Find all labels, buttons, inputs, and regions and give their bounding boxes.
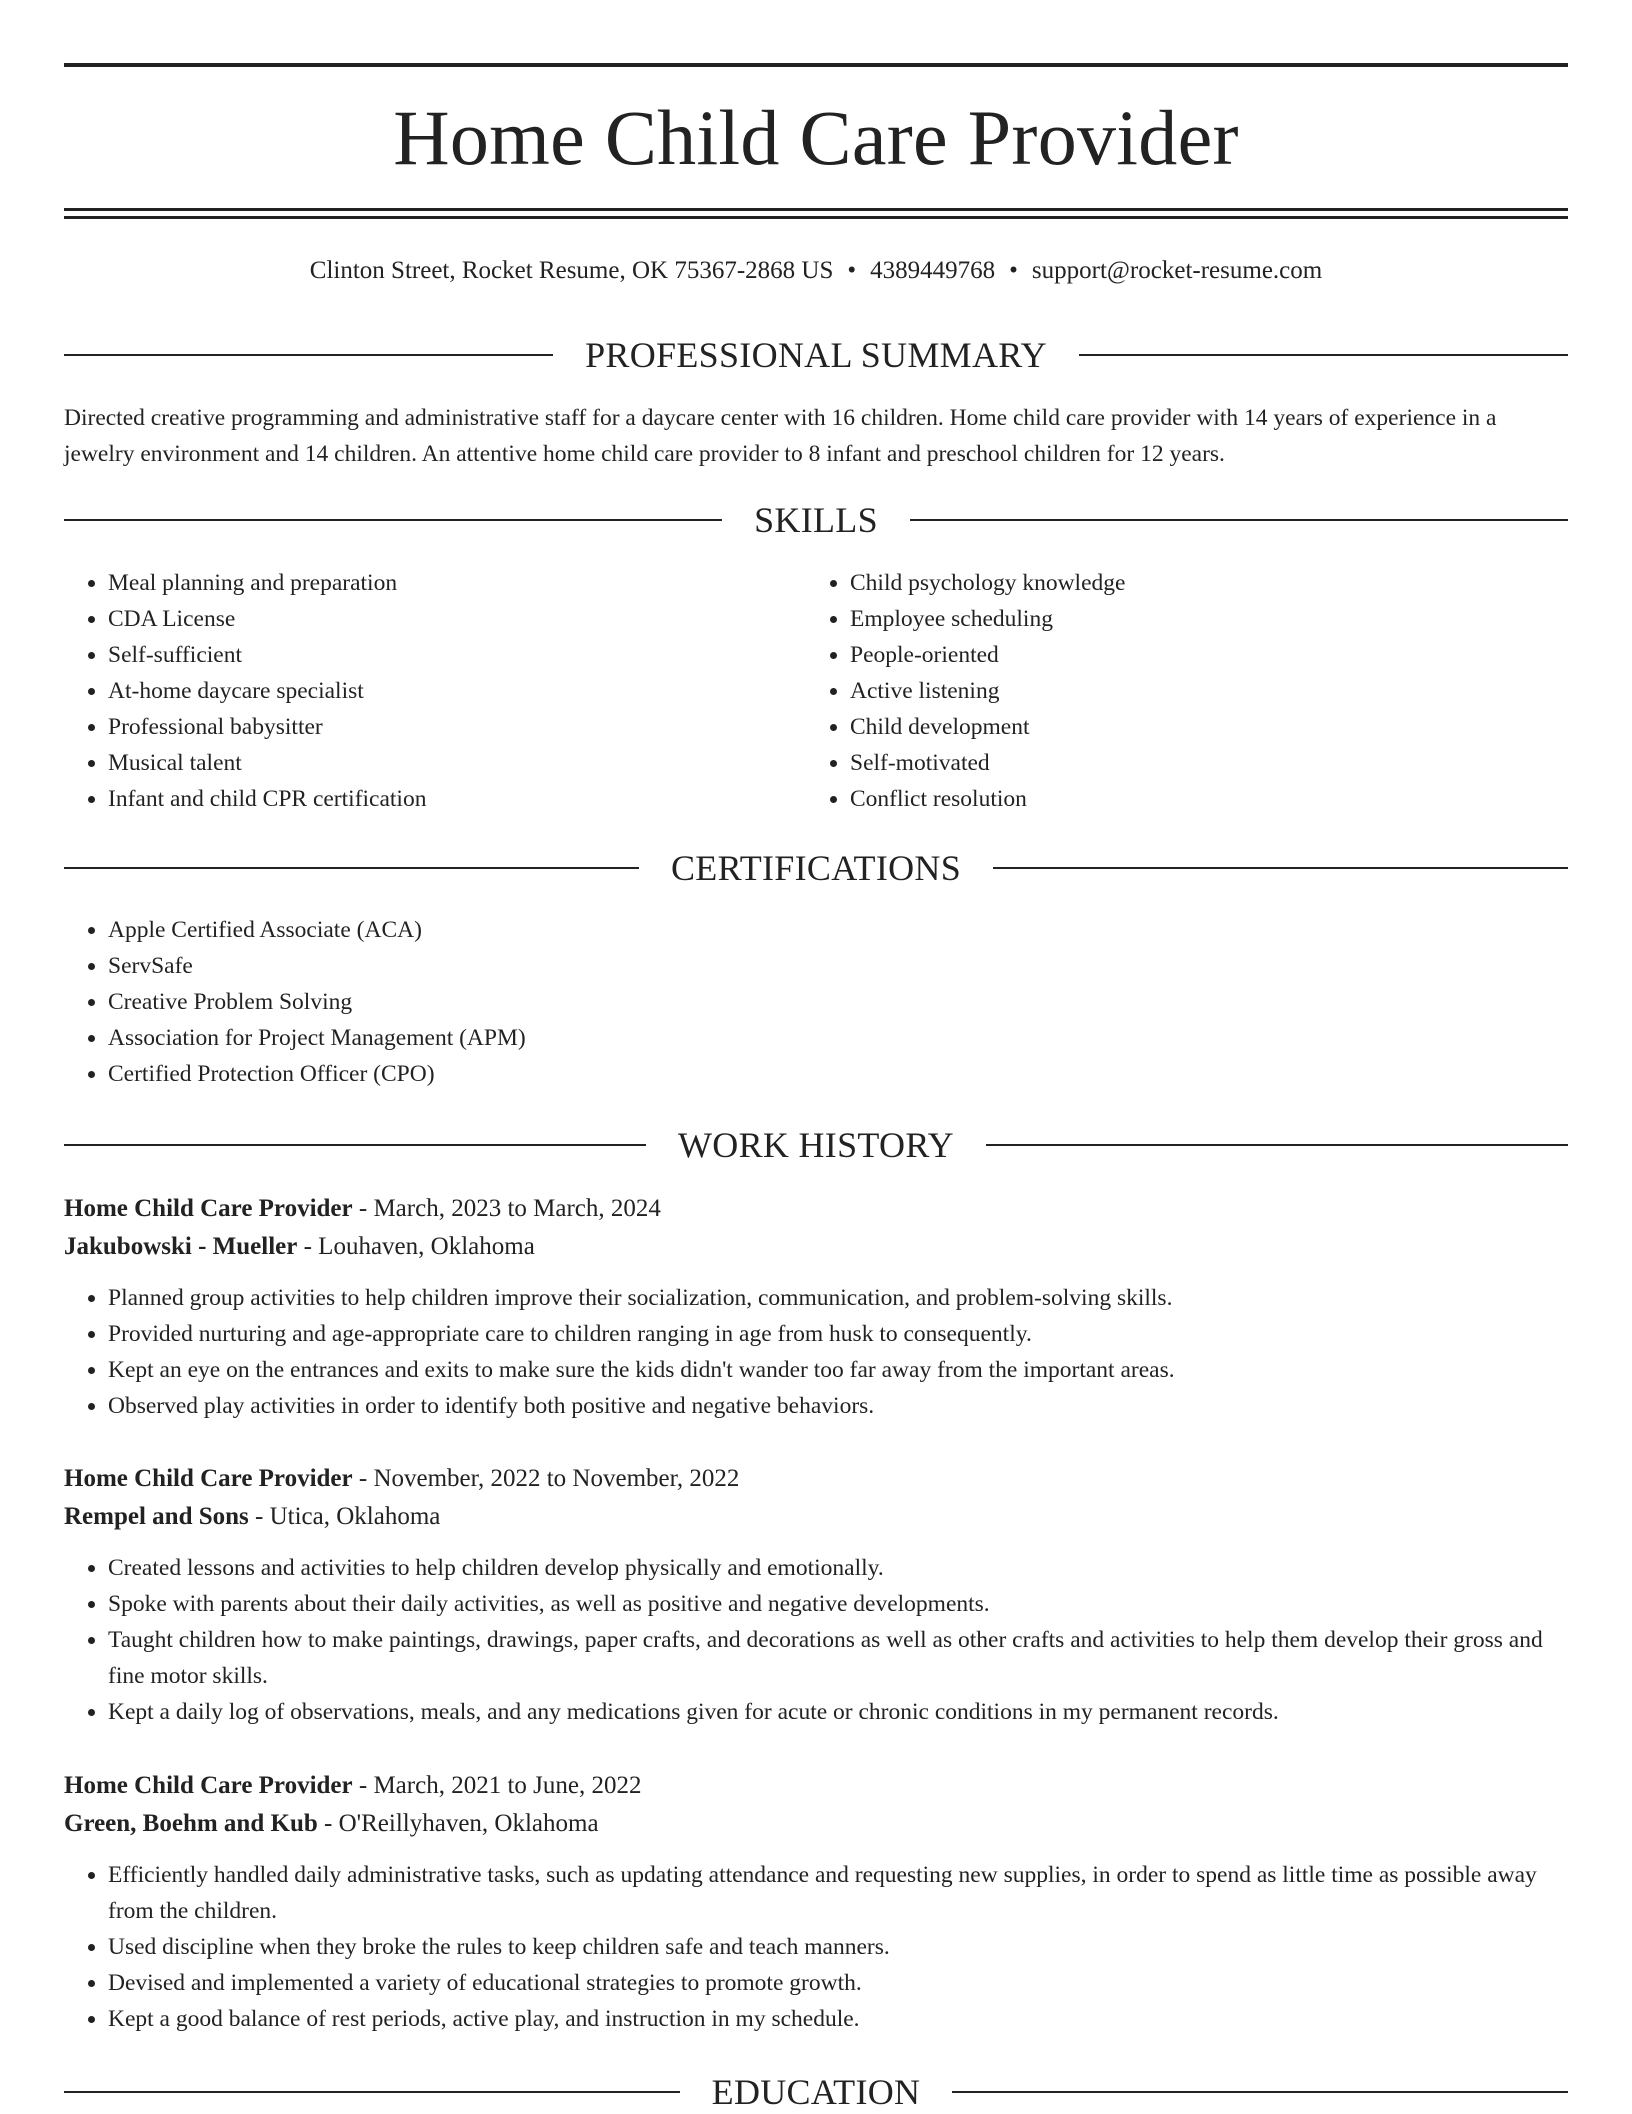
job-bullet: • Kept an eye on the entrances and exits to make sure the kids didn't wander too far away from the important areas. (108, 1352, 1568, 1388)
job-bullet: • Efficiently handled daily administrative tasks, such as updating attendance and requesting new supplies, in order to spend as little time as possible away from the children. (108, 1857, 1568, 1929)
certification-item: • ServSafe (108, 948, 1264, 984)
skill-item: • People-oriented (850, 637, 1566, 673)
section-rule-right (993, 867, 1568, 869)
work-entry (64, 1767, 1568, 2037)
job-company: Rempel and Sons (64, 1503, 249, 1530)
job-bullets (64, 1857, 1568, 2037)
job-bullet: • Planned group activities to help children improve their socialization, communication, and problem-solving skills. (108, 1280, 1568, 1316)
skill-item: • Employee scheduling (850, 601, 1566, 637)
title-double-rule-lower (64, 216, 1568, 219)
job-bullet: • Created lessons and activities to help children develop physically and emotionally. (108, 1550, 1568, 1586)
skill-item: • Self-sufficient (108, 637, 764, 673)
job-bullet: • Used discipline when they broke the rules to keep children safe and teach manners. (108, 1929, 1568, 1965)
job-company-line (64, 1805, 1568, 1843)
contact-separator: • (1009, 257, 1018, 284)
section-header-skills (64, 498, 1568, 542)
section-title-skills: SKILLS (754, 500, 878, 540)
job-bullet: • Kept a daily log of observations, meals, and any medications given for acute or chronic conditions in my permanent records. (108, 1694, 1568, 1730)
skill-item: • CDA License (108, 601, 764, 637)
summary-text: Directed creative programming and administrative staff for a daycare center with 16 children. Home child care provider with 14 years of experience in a jewelry environment and 14 children. An attentive home child care provider to 8 infant and preschool children for 12 years. (64, 405, 1497, 467)
contact-phone: 4389449768 (870, 257, 996, 284)
section-rule-left (64, 1144, 646, 1146)
work-entry (64, 1190, 1568, 1424)
section-rule-left (64, 354, 553, 356)
skill-item: • Active listening (850, 673, 1566, 709)
job-title: Home Child Care Provider (64, 1195, 353, 1222)
section-header-certifications (64, 846, 1568, 890)
certification-item: • Creative Problem Solving (108, 984, 1264, 1020)
section-title-certifications: CERTIFICATIONS (670, 848, 962, 888)
section-title-work-history: WORK HISTORY (678, 1125, 954, 1165)
section-rule-left (64, 519, 722, 521)
skill-item: • Meal planning and preparation (108, 565, 764, 601)
job-bullet: • Provided nurturing and age-appropriate care to children ranging in age from husk to consequently. (108, 1316, 1568, 1352)
job-bullet: • Kept a good balance of rest periods, active play, and instruction in my schedule. (108, 2001, 1568, 2037)
skill-item: • Professional babysitter (108, 709, 764, 745)
job-bullet: • Devised and implemented a variety of educational strategies to promote growth. (108, 1965, 1568, 2001)
section-rule-right (910, 519, 1568, 521)
skill-item: • Child psychology knowledge (850, 565, 1566, 601)
section-title-education: EDUCATION (711, 2072, 921, 2112)
job-location: - O'Reillyhaven, Oklahoma (317, 1810, 599, 1837)
section-rule-left (64, 867, 639, 869)
job-bullet: • Taught children how to make paintings, drawings, paper crafts, and decorations as well as other crafts and activities to help them develop their gross and fine motor skills. (108, 1622, 1568, 1694)
skill-item: • Self-motivated (850, 745, 1566, 781)
skill-item: • At-home daycare specialist (108, 673, 764, 709)
section-rule-right (986, 1144, 1568, 1146)
job-title-line (64, 1767, 1568, 1805)
job-bullet: • Spoke with parents about their daily activities, as well as positive and negative developments. (108, 1586, 1568, 1622)
contact-line (64, 254, 1568, 288)
section-rule-left (64, 2091, 680, 2093)
job-company-line (64, 1228, 1568, 1266)
job-title: Home Child Care Provider (64, 1772, 353, 1799)
skills-list-right (806, 565, 1566, 817)
certification-item: • Association for Project Management (APM) (108, 1020, 1264, 1056)
job-title-line (64, 1190, 1568, 1228)
job-bullets (64, 1280, 1568, 1424)
job-bullet: • Observed play activities in order to identify both positive and negative behaviors. (108, 1388, 1568, 1424)
top-rule (64, 63, 1568, 67)
skill-item: • Infant and child CPR certification (108, 781, 764, 817)
section-rule-right (1079, 354, 1568, 356)
job-location: - Louhaven, Oklahoma (297, 1233, 535, 1260)
certification-item: • Certified Protection Officer (CPO) (108, 1056, 1264, 1092)
title-double-rule-upper (64, 208, 1568, 211)
job-company: Green, Boehm and Kub (64, 1810, 318, 1837)
section-header-education (64, 2070, 1568, 2114)
section-title-summary: PROFESSIONAL SUMMARY (585, 335, 1047, 375)
skill-item: • Child development (850, 709, 1566, 745)
job-dates: - March, 2023 to March, 2024 (352, 1195, 661, 1222)
job-dates: - November, 2022 to November, 2022 (352, 1465, 740, 1492)
job-location: - Utica, Oklahoma (248, 1503, 441, 1530)
skills-list-left (64, 565, 764, 817)
contact-address: Clinton Street, Rocket Resume, OK 75367-2868 US (309, 257, 834, 284)
contact-email: support@rocket-resume.com (1031, 257, 1323, 284)
skill-item: • Conflict resolution (850, 781, 1566, 817)
work-entry (64, 1460, 1568, 1730)
section-header-summary (64, 333, 1568, 377)
job-company: Jakubowski - Mueller (64, 1233, 298, 1260)
certifications-list (64, 912, 1264, 1092)
job-company-line (64, 1498, 1568, 1536)
job-title-line (64, 1460, 1568, 1498)
skill-item: • Musical talent (108, 745, 764, 781)
job-bullets (64, 1550, 1568, 1730)
section-header-work-history (64, 1123, 1568, 1167)
job-title: Home Child Care Provider (64, 1465, 353, 1492)
contact-separator: • (847, 257, 857, 284)
resume-name-title: Home Child Care Provider (393, 94, 1239, 181)
job-dates: - March, 2021 to June, 2022 (352, 1772, 642, 1799)
certification-item: • Apple Certified Associate (ACA) (108, 912, 1264, 948)
section-rule-right (952, 2091, 1568, 2093)
